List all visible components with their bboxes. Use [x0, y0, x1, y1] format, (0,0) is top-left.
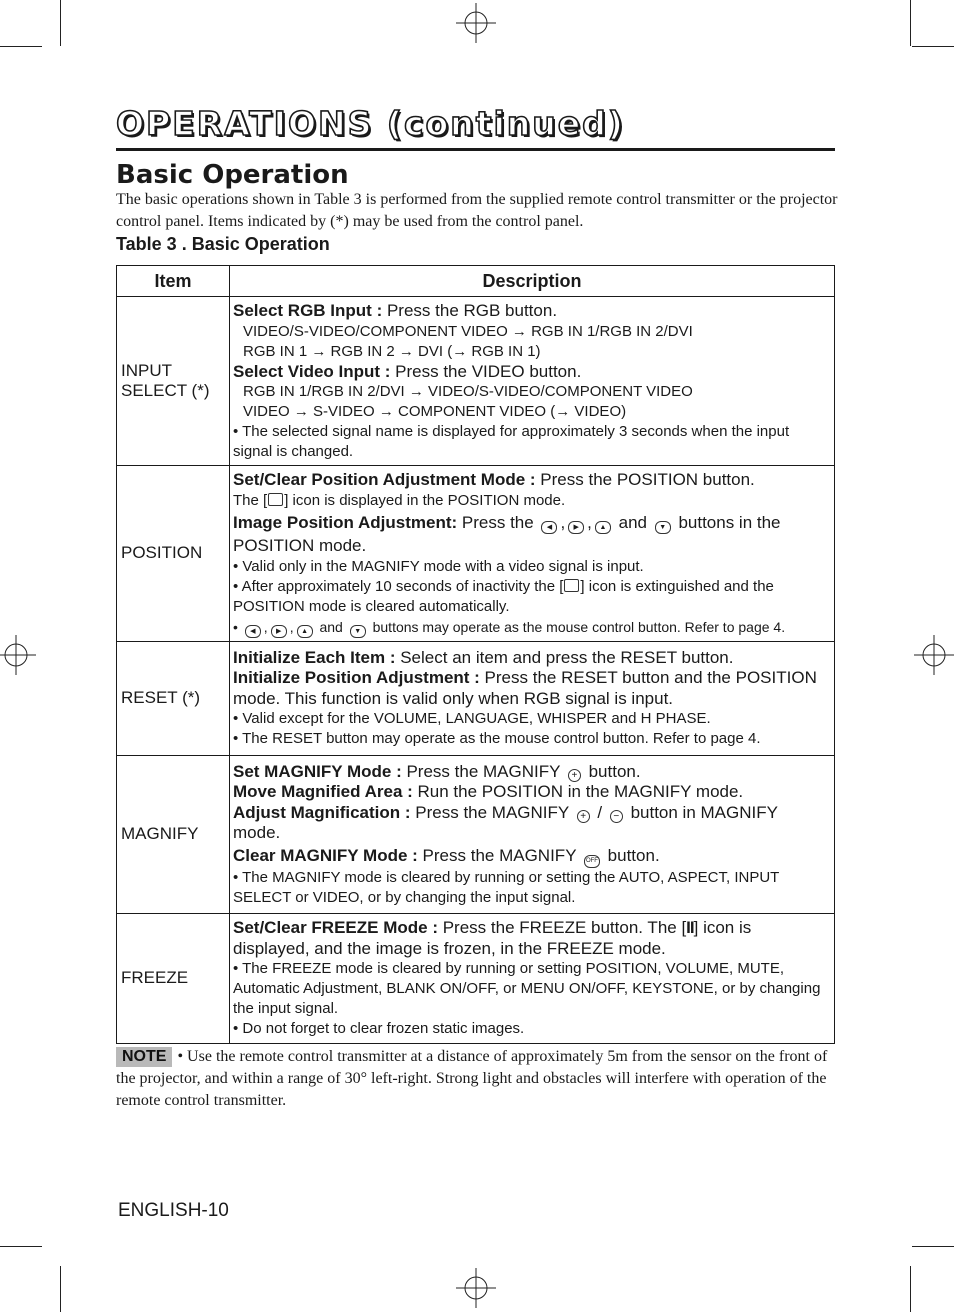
position-icon: [564, 579, 579, 592]
description-line: Set/Clear Position Adjustment Mode : Press the POSITION button.: [233, 470, 755, 489]
description-line: Clear MAGNIFY Mode : Press the MAGNIFY OFF button.: [233, 844, 828, 868]
intro-paragraph: The basic operations shown in Table 3 is performed from the supplied remote control transmitter or the projector control panel. Items indicated by (*) may be used from the control panel.: [116, 191, 838, 230]
note-line: • Valid only in the MAGNIFY mode with a video signal is input.: [233, 557, 644, 575]
note-line: • The RESET button may operate as the mouse control button. Refer to page 4.: [233, 730, 761, 748]
item-cell: RESET (*): [117, 641, 230, 755]
arrow-left-icon: ◀: [245, 625, 261, 638]
registration-mark-icon: [914, 635, 954, 675]
item-cell: MAGNIFY: [117, 755, 230, 913]
table-row: [117, 466, 835, 642]
header-description: Description: [230, 266, 835, 297]
description-cell: [230, 466, 835, 642]
item-cell: FREEZE: [117, 913, 230, 1043]
description-line: Set MAGNIFY Mode : Press the MAGNIFY + button.: [233, 761, 641, 781]
item-label: INPUT: [121, 361, 172, 380]
crop-mark: [910, 0, 911, 46]
description-line: Select Video Input : Press the VIDEO button.: [233, 361, 582, 381]
item-cell: POSITION: [117, 466, 230, 642]
crop-mark: [0, 1246, 42, 1247]
note-line: • ◀ , ▶ , ▲ and ▼ buttons may operate as the mouse control button. Refer to page 4.: [233, 617, 828, 638]
table-header-row: [117, 266, 835, 297]
arrow-up-icon: ▲: [595, 521, 611, 534]
page-number: ENGLISH-10: [118, 1200, 229, 1221]
arrow-right-icon: ▶: [271, 625, 287, 638]
table-row: [117, 641, 835, 755]
arrow-left-icon: ◀: [541, 521, 557, 534]
description-line: Set/Clear FREEZE Mode : Press the FREEZE button. The [II] icon is displayed, and the image is frozen, in the FREEZE mode.: [233, 918, 752, 958]
page-header-title: OPERATIONS (continued): [116, 104, 625, 143]
magnify-plus-icon: +: [577, 810, 590, 823]
table-row: [117, 297, 835, 466]
note-line: • Do not forget to clear frozen static images.: [233, 1020, 525, 1037]
magnify-minus-icon: −: [610, 810, 623, 823]
basic-operation-table: [116, 265, 835, 1044]
description-line: Select RGB Input : Press the RGB button.: [233, 301, 558, 320]
description-line: The [ ] icon is displayed in the POSITION mode.: [233, 491, 566, 509]
sequence-line: RGB IN 1 → RGB IN 2 → DVI (→ RGB IN 1): [243, 342, 541, 360]
crop-mark: [0, 46, 42, 47]
registration-mark-icon: [0, 635, 36, 675]
description-cell: [230, 297, 835, 466]
description-cell: [230, 755, 835, 913]
note-badge: NOTE: [116, 1047, 172, 1067]
note-line: • Valid except for the VOLUME, LANGUAGE, WHISPER and H PHASE.: [233, 710, 711, 728]
header-item: Item: [117, 266, 230, 297]
note-line: • After approximately 10 seconds of inactivity the [ ] icon is extinguished and the POSITION mode is cleared automatically.: [233, 577, 774, 615]
item-cell: [117, 297, 230, 466]
arrow-right-icon: ▶: [568, 521, 584, 534]
description-line: Initialize Position Adjustment : Press the RESET button and the POSITION mode. This function is valid only when RGB signal is input.: [233, 668, 817, 708]
item-label: SELECT (*): [121, 381, 210, 400]
table-row: [117, 913, 835, 1043]
description-cell: [230, 641, 835, 755]
description-line: Adjust Magnification : Press the MAGNIFY + / − button in MAGNIFY mode.: [233, 802, 778, 842]
sequence-line: VIDEO → S-VIDEO → COMPONENT VIDEO (→ VIDEO): [243, 403, 627, 420]
header-rule: [116, 148, 835, 151]
registration-mark-icon: [456, 1268, 496, 1308]
registration-mark-icon: [456, 3, 496, 43]
magnify-plus-icon: +: [568, 769, 581, 782]
note-paragraph: [116, 1046, 838, 1112]
pause-icon: II: [686, 918, 694, 937]
crop-mark: [912, 1246, 954, 1247]
sequence-line: VIDEO/S-VIDEO/COMPONENT VIDEO → RGB IN 1/RGB IN 2/DVI: [243, 322, 693, 340]
section-title: Basic Operation: [116, 160, 349, 190]
note-line: • The selected signal name is displayed for approximately 3 seconds when the input signal is changed.: [233, 423, 790, 460]
arrow-up-icon: ▲: [297, 625, 313, 638]
magnify-off-icon: OFF: [584, 855, 600, 868]
position-icon: [268, 493, 283, 506]
description-line: Move Magnified Area : Run the POSITION in the MAGNIFY mode.: [233, 782, 744, 801]
note-line: • The FREEZE mode is cleared by running or setting POSITION, VOLUME, MUTE, Automatic Adjustment, BLANK ON/OFF, or MENU ON/OFF, KEYSTONE, or by changing the input signal.: [233, 960, 821, 1017]
sequence-line: RGB IN 1/RGB IN 2/DVI → VIDEO/S-VIDEO/COMPONENT VIDEO: [243, 383, 693, 400]
table-row: [117, 755, 835, 913]
arrow-down-icon: ▼: [655, 521, 671, 534]
crop-mark: [60, 0, 61, 46]
crop-mark: [910, 1266, 911, 1312]
note-text: • Use the remote control transmitter at a distance of approximately 5m from the sensor on the front of the projector, and within a range of 30° left-right. Strong light and obstacles will interfere with operation of the remote control transmitter.: [116, 1048, 828, 1109]
arrow-down-icon: ▼: [350, 625, 366, 638]
description-cell: [230, 913, 835, 1043]
description-line: Image Position Adjustment: Press the ◀ , ▶ , ▲ and ▼ buttons in the POSITION mode.: [233, 512, 781, 555]
table-title: Table 3 . Basic Operation: [116, 234, 330, 254]
crop-mark: [912, 46, 954, 47]
note-line: • The MAGNIFY mode is cleared by running or setting the AUTO, ASPECT, INPUT SELECT or VIDEO, or by changing the input signal.: [233, 868, 780, 906]
description-line: Initialize Each Item : Select an item and press the RESET button.: [233, 647, 734, 667]
crop-mark: [60, 1266, 61, 1312]
